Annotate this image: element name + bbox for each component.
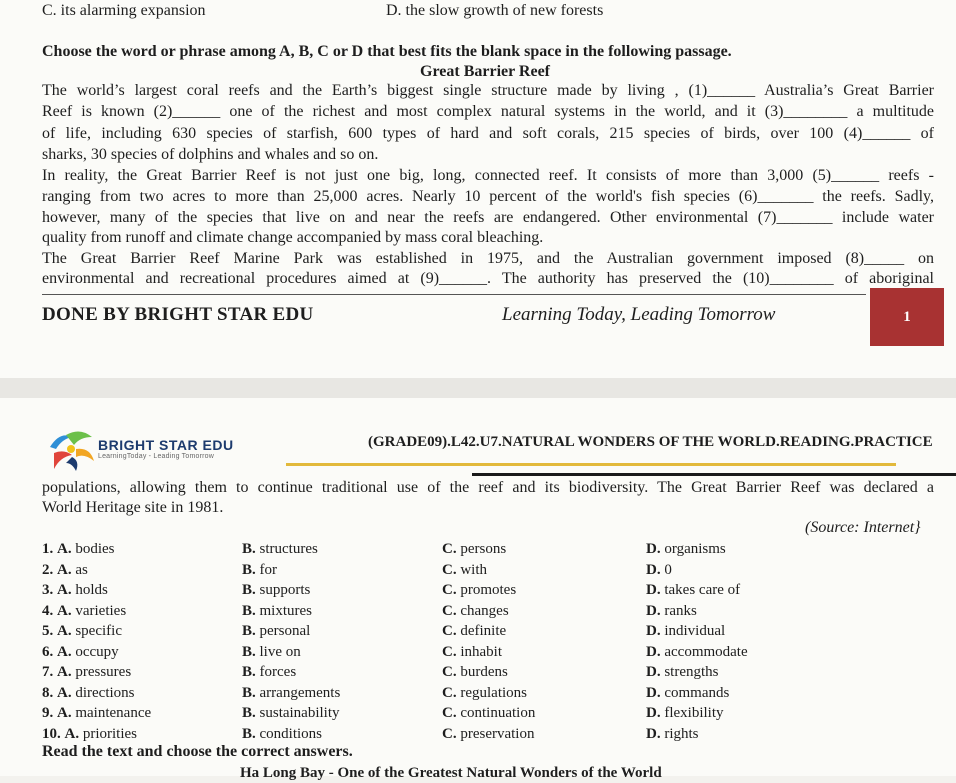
option-a — [42, 724, 137, 744]
option-d: D. individual — [646, 623, 726, 639]
passage-line: however, many of the species that live on and near the reefs are endangered. Other environmental (7)_______ include water — [42, 209, 934, 226]
footer-divider — [42, 294, 866, 295]
question-number: 8. — [42, 684, 54, 701]
passage-line: quality from runoff and climate change accompanied by mass coral bleaching. — [42, 229, 544, 246]
option-a-text: A. varieties — [57, 602, 127, 619]
option-d: D. 0 — [646, 561, 672, 578]
option-d: D. commands — [646, 684, 730, 701]
option-a-text: A. maintenance — [57, 705, 152, 721]
option-b: B. conditions — [242, 725, 323, 742]
option-a — [42, 683, 135, 703]
option-b: B. personal — [242, 623, 311, 639]
gold-rule — [286, 463, 896, 466]
document-id: (GRADE09).L42.U7.NATURAL WONDERS OF THE WORLD.READING.PRACTICE — [368, 434, 933, 450]
page-gap — [0, 378, 956, 398]
option-a — [42, 662, 131, 682]
page-number-badge — [870, 288, 944, 346]
passage-line: populations, allowing them to continue traditional use of the reef and its biodiversity. The Great Barrier Reef was declared a — [42, 479, 934, 496]
passage-line: sharks, 30 species of dolphins and whales and so on. — [42, 146, 379, 163]
next-passage-title: Ha Long Bay - One of the Greatest Natural Wonders of the World — [240, 765, 662, 781]
bright-star-logo-icon — [46, 427, 96, 473]
prev-option-d: D. the slow growth of new forests — [386, 2, 604, 19]
option-b: B. sustainability — [242, 705, 340, 721]
option-c: C. persons — [442, 541, 507, 557]
question-number: 7. — [42, 664, 54, 680]
option-b: B. for — [242, 561, 278, 578]
passage-line: Reef is known (2)______ one of the richest and most complex natural systems in the world, and it (3)________ a multitude — [42, 103, 934, 120]
option-a — [42, 703, 151, 723]
passage-line: The Great Barrier Reef Marine Park was established in 1975, and the Australian government imposed (8)_____ on — [42, 250, 934, 267]
option-a — [42, 560, 88, 580]
option-d: D. organisms — [646, 541, 726, 557]
option-a — [42, 580, 108, 600]
option-a-text: A. pressures — [57, 664, 132, 680]
question-number: 4. — [42, 602, 54, 619]
footer-brand: DONE BY BRIGHT STAR EDU — [42, 304, 314, 325]
option-a — [42, 601, 126, 621]
passage-line: environmental and recreational procedures aimed at (9)______. The authority has preserved the (10)________ of aboriginal — [42, 270, 934, 287]
option-b: B. structures — [242, 541, 318, 557]
passage-line: In reality, the Great Barrier Reef is not just one big, long, connected reef. It consists of more than 3,000 (5)______ reefs - — [42, 167, 934, 184]
question-number: 6. — [42, 643, 54, 660]
page-number: 1 — [903, 308, 911, 325]
option-d: D. strengths — [646, 664, 719, 680]
option-c: C. changes — [442, 602, 509, 619]
option-b: B. arrangements — [242, 684, 341, 701]
question-number: 3. — [42, 582, 54, 598]
read-instruction: Read the text and choose the correct answers. — [42, 743, 353, 760]
option-c: C. regulations — [442, 684, 527, 701]
option-a-text: A. specific — [57, 623, 122, 639]
option-a-text: A. occupy — [57, 643, 119, 660]
option-d: D. takes care of — [646, 582, 741, 598]
header-rule — [472, 473, 956, 476]
option-a — [42, 642, 119, 662]
option-c: C. with — [442, 561, 488, 578]
option-c: C. burdens — [442, 664, 508, 680]
prev-option-c: C. its alarming expansion — [42, 2, 206, 19]
page-one — [0, 0, 956, 378]
option-a-text: A. holds — [57, 582, 108, 598]
passage-line: World Heritage site in 1981. — [42, 499, 224, 516]
question-number: 9. — [42, 705, 54, 721]
brand-tagline: LearningToday - Leading Tomorrow — [98, 453, 215, 460]
footer-slogan: Learning Today, Leading Tomorrow — [502, 304, 776, 325]
question-number: 10. — [42, 725, 61, 742]
option-c: C. promotes — [442, 582, 517, 598]
option-d: D. accommodate — [646, 643, 748, 660]
option-b: B. live on — [242, 643, 301, 660]
option-a-text: A. as — [57, 561, 88, 578]
option-c: C. preservation — [442, 725, 535, 742]
question-number: 1. — [42, 541, 54, 557]
option-d: D. ranks — [646, 602, 697, 619]
option-d: D. rights — [646, 725, 699, 742]
question-number: 5. — [42, 623, 54, 639]
instruction: Choose the word or phrase among A, B, C or D that best fits the blank space in the following passage. — [42, 43, 732, 60]
option-b: B. forces — [242, 664, 297, 680]
option-a — [42, 621, 122, 641]
question-number: 2. — [42, 561, 54, 578]
option-b: B. mixtures — [242, 602, 313, 619]
passage-line: The world’s largest coral reefs and the Earth’s biggest single structure made by living , (1)______ Australia’s Great Barrier — [42, 82, 934, 99]
passage-title: Great Barrier Reef — [420, 63, 551, 80]
option-a-text: A. bodies — [57, 541, 115, 557]
option-c: C. continuation — [442, 705, 536, 721]
option-d: D. flexibility — [646, 705, 724, 721]
source-credit: (Source: Internet} — [805, 519, 921, 536]
option-a-text: A. directions — [57, 684, 135, 701]
option-b: B. supports — [242, 582, 311, 598]
passage-line: of life, including 630 species of starfish, 600 types of hard and soft corals, 215 species of birds, over 100 (4)______ of — [42, 125, 934, 142]
option-c: C. definite — [442, 623, 507, 639]
option-a — [42, 539, 115, 559]
option-a-text: A. priorities — [64, 725, 137, 742]
passage-line: ranging from two acres to more than 25,000 acres. Nearly 10 percent of the world's fish species (6)_______ the reefs. Sadly, — [42, 188, 934, 205]
option-c: C. inhabit — [442, 643, 503, 660]
brand-name: BRIGHT STAR EDU — [98, 437, 234, 453]
